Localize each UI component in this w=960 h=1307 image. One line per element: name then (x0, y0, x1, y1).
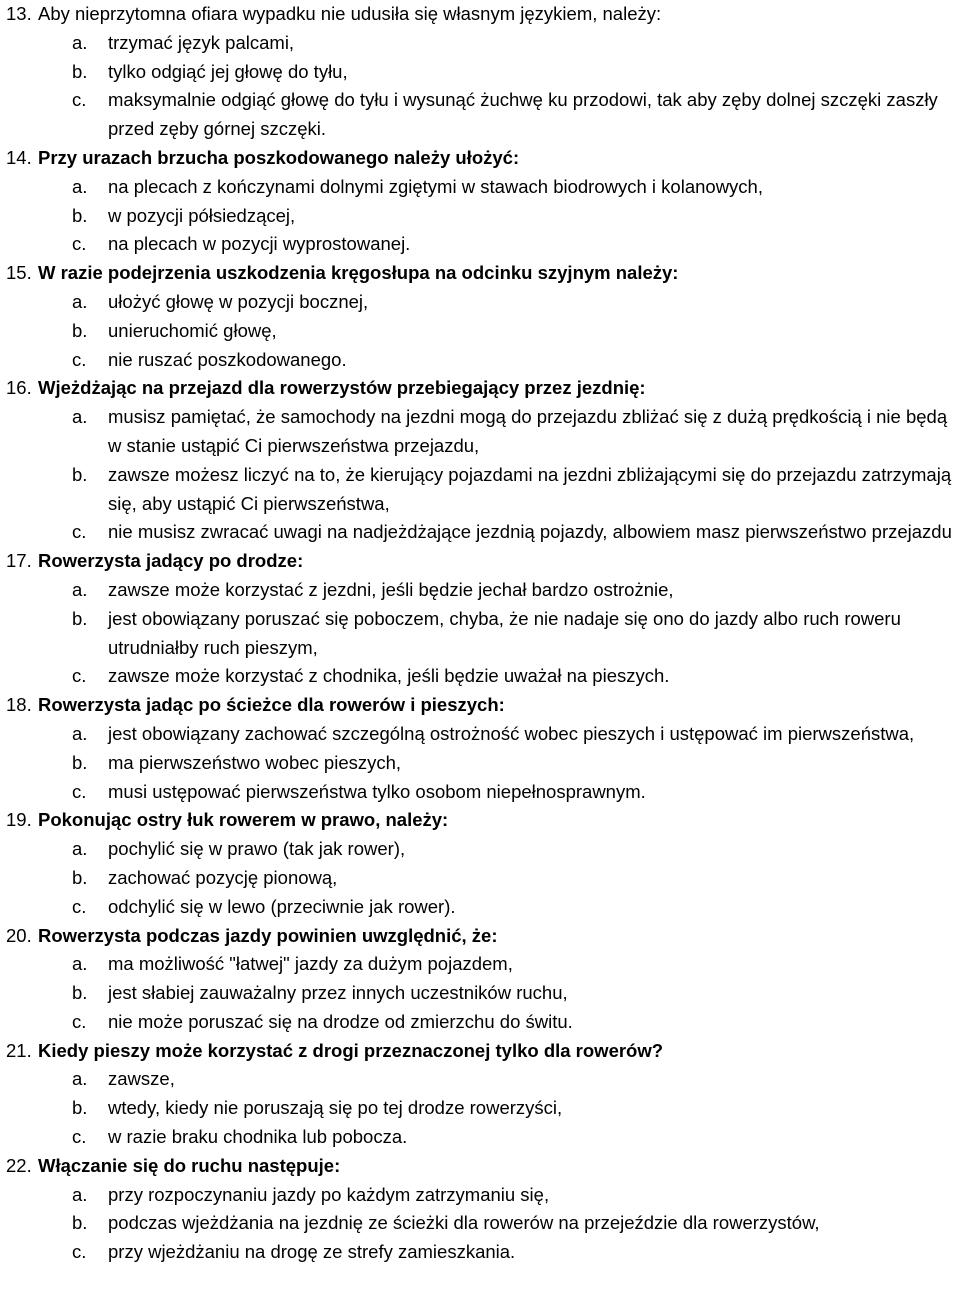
question-number: 19. (6, 809, 32, 831)
answer-text: nie może poruszać się na drodze od zmierzchu do świtu. (108, 1010, 573, 1032)
question-13 (6, 0, 960, 144)
answer-text: przy rozpoczynaniu jazdy po każdym zatrzymaniu się, (108, 1183, 550, 1205)
answer-b (6, 749, 960, 778)
answer-letter: b. (72, 60, 88, 82)
answer-a (6, 950, 960, 979)
answer-letter: b. (72, 751, 88, 773)
answer-a (6, 173, 960, 202)
question-heading (6, 374, 960, 403)
answer-a (6, 576, 960, 605)
answer-text: w razie braku chodnika lub pobocza. (108, 1126, 408, 1148)
answer-text: zawsze, (108, 1068, 175, 1090)
answer-letter: c. (72, 233, 87, 255)
answer-letter: a. (72, 953, 88, 975)
answer-text: ma możliwość "łatwej" jazdy za dużym pojazdem, (108, 953, 513, 975)
question-heading (6, 1152, 960, 1181)
answer-text: w pozycji półsiedzącej, (108, 204, 296, 226)
question-number: 15. (6, 262, 32, 284)
answer-text: zawsze może korzystać z jezdni, jeśli będzie jechał bardzo ostrożnie, (108, 578, 674, 600)
answer-text: odchylić się w lewo (przeciwnie jak rower). (108, 895, 456, 917)
answer-c (6, 346, 960, 375)
question-number: 22. (6, 1154, 32, 1176)
answer-c (6, 778, 960, 807)
answer-letter: c. (72, 1010, 87, 1032)
answer-letter: a. (72, 175, 88, 197)
answer-letter: a. (72, 722, 88, 744)
answer-letter: c. (72, 89, 87, 111)
answer-b (6, 202, 960, 231)
answer-c (6, 230, 960, 259)
question-18 (6, 691, 960, 806)
answer-b (6, 317, 960, 346)
answer-b (6, 58, 960, 87)
answer-text: pochylić się w prawo (tak jak rower), (108, 838, 406, 860)
question-number: 17. (6, 550, 32, 572)
question-21 (6, 1037, 960, 1152)
question-number: 18. (6, 694, 32, 716)
answer-text: przy wjeżdżaniu na drogę ze strefy zamieszkania. (108, 1241, 516, 1263)
answer-a (6, 1065, 960, 1094)
answer-letter: b. (72, 319, 88, 341)
question-heading (6, 144, 960, 173)
answer-text: zachować pozycję pionową, (108, 866, 338, 888)
answer-letter: b. (72, 982, 88, 1004)
answer-text: zawsze może korzystać z chodnika, jeśli będzie uważał na pieszych. (108, 665, 670, 687)
answer-text: nie ruszać poszkodowanego. (108, 348, 347, 370)
answer-letter: c. (72, 1241, 87, 1263)
answer-b (6, 1094, 960, 1123)
answer-b (6, 864, 960, 893)
answer-b (6, 461, 960, 519)
answer-text: jest słabiej zauważalny przez innych uczestników ruchu, (108, 982, 568, 1004)
answer-c (6, 893, 960, 922)
answer-letter: b. (72, 607, 88, 629)
answer-a (6, 288, 960, 317)
answer-letter: c. (72, 780, 87, 802)
answer-c (6, 662, 960, 691)
answer-text: maksymalnie odgiąć głowę do tyłu i wysunąć żuchwę ku przodowi, tak aby zęby dolnej szczęki zaszły przed zęby górnej szczęki. (108, 89, 938, 140)
question-text: W razie podejrzenia uszkodzenia kręgosłupa na odcinku szyjnym należy: (38, 262, 679, 284)
answer-text: musisz pamiętać, że samochody na jezdni mogą do przejazdu zbliżać się z dużą prędkością i nie będą w stanie ustąpić Ci pierwszeństwa przejazdu, (108, 406, 948, 456)
answer-text: jest obowiązany zachować szczególną ostrożność wobec pieszych i ustępować im pierwszeństwa, (108, 722, 915, 744)
answer-letter: c. (72, 348, 87, 370)
answer-letter: c. (72, 895, 87, 917)
question-heading (6, 806, 960, 835)
question-heading (6, 691, 960, 720)
answer-letter: a. (72, 31, 88, 53)
answer-text: ma pierwszeństwo wobec pieszych, (108, 751, 402, 773)
answer-text: zawsze możesz liczyć na to, że kierujący pojazdami na jezdni zbliżającymi się do przejazdu zatrzymają się, aby ustąpić Ci pierwszeństwa, (108, 463, 952, 514)
answer-text: na plecach z kończynami dolnymi zgiętymi w stawach biodrowych i kolanowych, (108, 175, 763, 197)
answer-letter: b. (72, 1212, 88, 1234)
question-19 (6, 806, 960, 921)
question-heading (6, 1037, 960, 1066)
answer-c (6, 518, 960, 547)
answer-letter: b. (72, 463, 88, 485)
answer-letter: b. (72, 204, 88, 226)
question-number: 14. (6, 146, 32, 168)
question-heading (6, 547, 960, 576)
answer-letter: b. (72, 1097, 88, 1119)
question-15 (6, 259, 960, 374)
answer-letter: c. (72, 521, 87, 543)
answer-a (6, 720, 960, 749)
answer-b (6, 1209, 960, 1238)
answer-letter: a. (72, 290, 88, 312)
question-number: 21. (6, 1039, 32, 1061)
answer-letter: a. (72, 838, 88, 860)
question-text: Pokonując ostry łuk rowerem w prawo, należy: (38, 809, 449, 831)
answer-letter: b. (72, 866, 88, 888)
question-text: Rowerzysta jadąc po ścieżce dla rowerów i pieszych: (38, 694, 505, 716)
answer-c (6, 1008, 960, 1037)
answer-a (6, 403, 960, 461)
question-17 (6, 547, 960, 691)
question-22 (6, 1152, 960, 1267)
answer-letter: a. (72, 578, 88, 600)
question-text: Rowerzysta podczas jazdy powinien uwzględnić, że: (38, 924, 498, 946)
answer-a (6, 29, 960, 58)
answer-text: podczas wjeżdżania na jezdnię ze ścieżki dla rowerów na przejeździe dla rowerzystów, (108, 1212, 820, 1234)
question-text: Rowerzysta jadący po drodze: (38, 550, 304, 572)
question-text: Przy urazach brzucha poszkodowanego należy ułożyć: (38, 146, 520, 168)
question-20 (6, 922, 960, 1037)
question-number: 13. (6, 3, 32, 24)
question-heading (6, 0, 960, 29)
answer-letter: a. (72, 406, 88, 428)
answer-text: tylko odgiąć jej głowę do tyłu, (108, 60, 348, 82)
answer-letter: c. (72, 665, 87, 687)
question-text: Aby nieprzytomna ofiara wypadku nie udusiła się własnym językiem, należy: (38, 3, 662, 24)
answer-letter: c. (72, 1126, 87, 1148)
question-number: 20. (6, 924, 32, 946)
answer-letter: a. (72, 1183, 88, 1205)
question-14 (6, 144, 960, 259)
question-heading (6, 259, 960, 288)
answer-text: nie musisz zwracać uwagi na nadjeżdżające jezdnią pojazdy, albowiem masz pierwszeństwo przejazdu (108, 521, 952, 543)
question-number: 16. (6, 377, 32, 399)
question-16 (6, 374, 960, 547)
question-text: Kiedy pieszy może korzystać z drogi przeznaczonej tylko dla rowerów? (38, 1039, 664, 1061)
answer-a (6, 1181, 960, 1210)
answer-text: trzymać język palcami, (108, 31, 295, 53)
answer-c (6, 1123, 960, 1152)
answer-c (6, 1238, 960, 1267)
question-text: Włączanie się do ruchu następuje: (38, 1154, 341, 1176)
answer-a (6, 835, 960, 864)
answer-b (6, 605, 960, 663)
answer-text: wtedy, kiedy nie poruszają się po tej drodze rowerzyści, (108, 1097, 563, 1119)
answer-c (6, 86, 960, 144)
answer-text: unieruchomić głowę, (108, 319, 277, 341)
answer-text: na plecach w pozycji wyprostowanej. (108, 233, 411, 255)
answer-text: ułożyć głowę w pozycji bocznej, (108, 290, 369, 312)
question-text: Wjeżdżając na przejazd dla rowerzystów przebiegający przez jezdnię: (38, 377, 646, 399)
answer-b (6, 979, 960, 1008)
answer-text: jest obowiązany poruszać się poboczem, chyba, że nie nadaje się ono do jazdy albo ruch roweru utrudniałby ruch pieszym, (108, 607, 901, 658)
answer-letter: a. (72, 1068, 88, 1090)
answer-text: musi ustępować pierwszeństwa tylko osobom niepełnosprawnym. (108, 780, 646, 802)
question-heading (6, 922, 960, 951)
